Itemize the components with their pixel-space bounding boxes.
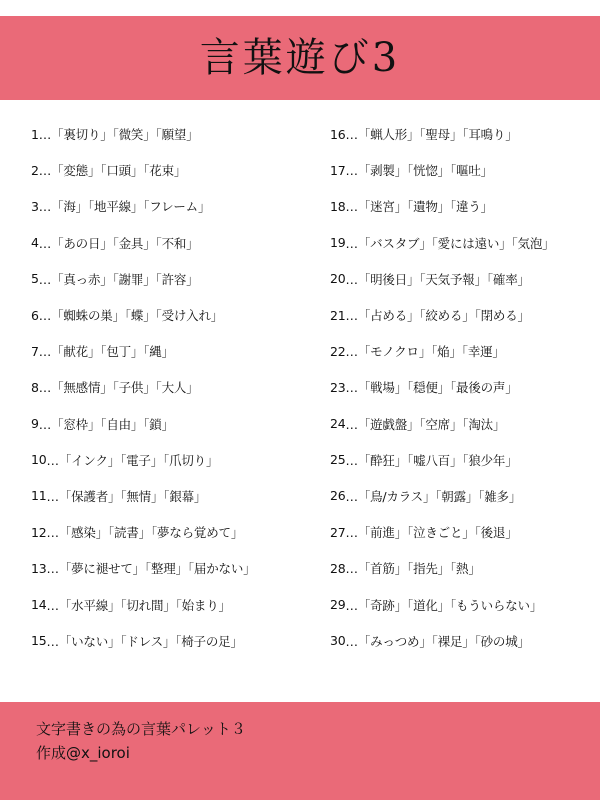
footer-banner xyxy=(0,702,600,800)
word-list-right-column xyxy=(330,116,600,659)
word-prompt-item xyxy=(31,550,301,586)
item-number: 30 xyxy=(330,633,346,649)
item-number: 15 xyxy=(31,633,47,649)
item-words: …「モノクロ」「焔」「幸運」 xyxy=(345,344,505,360)
word-prompt-item xyxy=(31,261,301,297)
item-words: …「あの日」「金具」「不和」 xyxy=(38,235,199,251)
word-prompt-item xyxy=(31,152,301,188)
word-prompt-item xyxy=(330,297,600,333)
word-prompt-item xyxy=(330,261,600,297)
item-words: …「感染」「読書」「夢なら覚めて」 xyxy=(46,525,244,541)
item-number: 16 xyxy=(330,126,346,142)
word-prompt-item xyxy=(31,225,301,261)
item-words: …「インク」「電子」「爪切り」 xyxy=(46,452,219,468)
item-words: …「変態」「口頭」「花束」 xyxy=(38,163,187,179)
word-prompt-item xyxy=(330,623,600,659)
word-list xyxy=(0,116,600,676)
item-words: …「無感情」「子供」「大人」 xyxy=(38,380,199,396)
word-prompt-item xyxy=(330,478,600,514)
word-prompt-item xyxy=(31,116,301,152)
word-prompt-item xyxy=(31,297,301,333)
item-number: 28 xyxy=(330,560,346,576)
word-prompt-item xyxy=(330,442,600,478)
word-prompt-item xyxy=(31,478,301,514)
item-number: 22 xyxy=(330,343,346,359)
word-prompt-item xyxy=(31,514,301,550)
item-words: …「明後日」「天気予報」「確率」 xyxy=(345,271,530,287)
word-prompt-item xyxy=(330,514,600,550)
item-number: 23 xyxy=(330,379,346,395)
word-prompt-item xyxy=(330,152,600,188)
item-number: 13 xyxy=(31,560,47,576)
item-number: 11 xyxy=(31,488,47,504)
item-number: 14 xyxy=(31,597,47,613)
item-number: 4 xyxy=(31,235,39,251)
item-words: …「蜘蛛の巣」「蝶」「受け入れ」 xyxy=(38,308,224,324)
word-prompt-item xyxy=(330,369,600,405)
item-words: …「水平線」「切れ間」「始まり」 xyxy=(46,597,231,613)
item-words: …「バスタブ」「愛には遠い」「気泡」 xyxy=(345,235,555,251)
item-number: 19 xyxy=(330,235,346,251)
item-number: 1 xyxy=(31,126,39,142)
word-prompt-item xyxy=(330,406,600,442)
item-words: …「いない」「ドレス」「椅子の足」 xyxy=(46,633,243,649)
item-words: …「献花」「包丁」「縄」 xyxy=(38,344,174,360)
word-prompt-item xyxy=(31,369,301,405)
item-number: 2 xyxy=(31,162,39,178)
item-number: 17 xyxy=(330,162,346,178)
item-number: 12 xyxy=(31,524,47,540)
item-words: …「前進」「泣きごと」「後退」 xyxy=(345,525,518,541)
item-number: 20 xyxy=(330,271,346,287)
word-prompt-item xyxy=(330,225,600,261)
item-number: 3 xyxy=(31,198,39,214)
page-title: 言葉遊び3 xyxy=(199,35,401,81)
footer-author: 作成@x_ioroi xyxy=(36,744,130,762)
item-words: …「海」「地平線」「フレーム」 xyxy=(38,199,211,215)
word-list-left-column xyxy=(31,116,301,659)
item-number: 6 xyxy=(31,307,39,323)
item-words: …「窓枠」「自由」「鎖」 xyxy=(38,416,174,432)
item-words: …「酔狂」「嘘八百」「狼少年」 xyxy=(345,452,518,468)
item-number: 29 xyxy=(330,597,346,613)
word-prompt-item xyxy=(31,333,301,369)
item-number: 9 xyxy=(31,416,39,432)
item-words: …「鳥/カラス」「朝露」「雑多」 xyxy=(345,488,522,504)
item-words: …「首筋」「指先」「熱」 xyxy=(345,561,481,577)
item-number: 27 xyxy=(330,524,346,540)
item-words: …「剥製」「恍惚」「嘔吐」 xyxy=(345,163,493,179)
word-prompt-item xyxy=(31,406,301,442)
item-words: …「蝋人形」「聖母」「耳鳴り」 xyxy=(345,127,518,143)
item-number: 7 xyxy=(31,343,39,359)
item-number: 21 xyxy=(330,307,346,323)
item-number: 24 xyxy=(330,416,346,432)
item-number: 10 xyxy=(31,452,47,468)
word-prompt-item xyxy=(330,333,600,369)
word-prompt-item xyxy=(31,442,301,478)
word-prompt-item xyxy=(330,586,600,622)
word-prompt-item xyxy=(330,116,600,152)
item-words: …「みっつめ」「裸足」「砂の城」 xyxy=(345,633,530,649)
item-number: 25 xyxy=(330,452,346,468)
item-words: …「裏切り」「微笑」「願望」 xyxy=(38,127,199,143)
word-prompt-item xyxy=(31,586,301,622)
item-words: …「占める」「絞める」「閉める」 xyxy=(345,308,530,324)
word-prompt-item xyxy=(330,188,600,224)
item-number: 5 xyxy=(31,271,39,287)
word-prompt-item xyxy=(330,550,600,586)
title-banner xyxy=(0,16,600,100)
item-words: …「戦場」「穏便」「最後の声」 xyxy=(345,380,518,396)
item-words: …「夢に褪せて」「整理」「届かない」 xyxy=(46,561,256,577)
item-number: 8 xyxy=(31,379,39,395)
item-number: 18 xyxy=(330,198,346,214)
item-number: 26 xyxy=(330,488,346,504)
item-words: …「迷宮」「遺物」「違う」 xyxy=(345,199,493,215)
item-words: …「真っ赤」「謝罪」「許容」 xyxy=(38,271,199,287)
word-prompt-item xyxy=(31,188,301,224)
item-words: …「遊戯盤」「空席」「淘汰」 xyxy=(345,416,506,432)
item-words: …「奇跡」「道化」「もういらない」 xyxy=(345,597,543,613)
item-words: …「保護者」「無情」「銀幕」 xyxy=(46,488,207,504)
word-prompt-item xyxy=(31,623,301,659)
footer-caption: 文字書きの為の言葉パレット３ xyxy=(36,720,246,738)
